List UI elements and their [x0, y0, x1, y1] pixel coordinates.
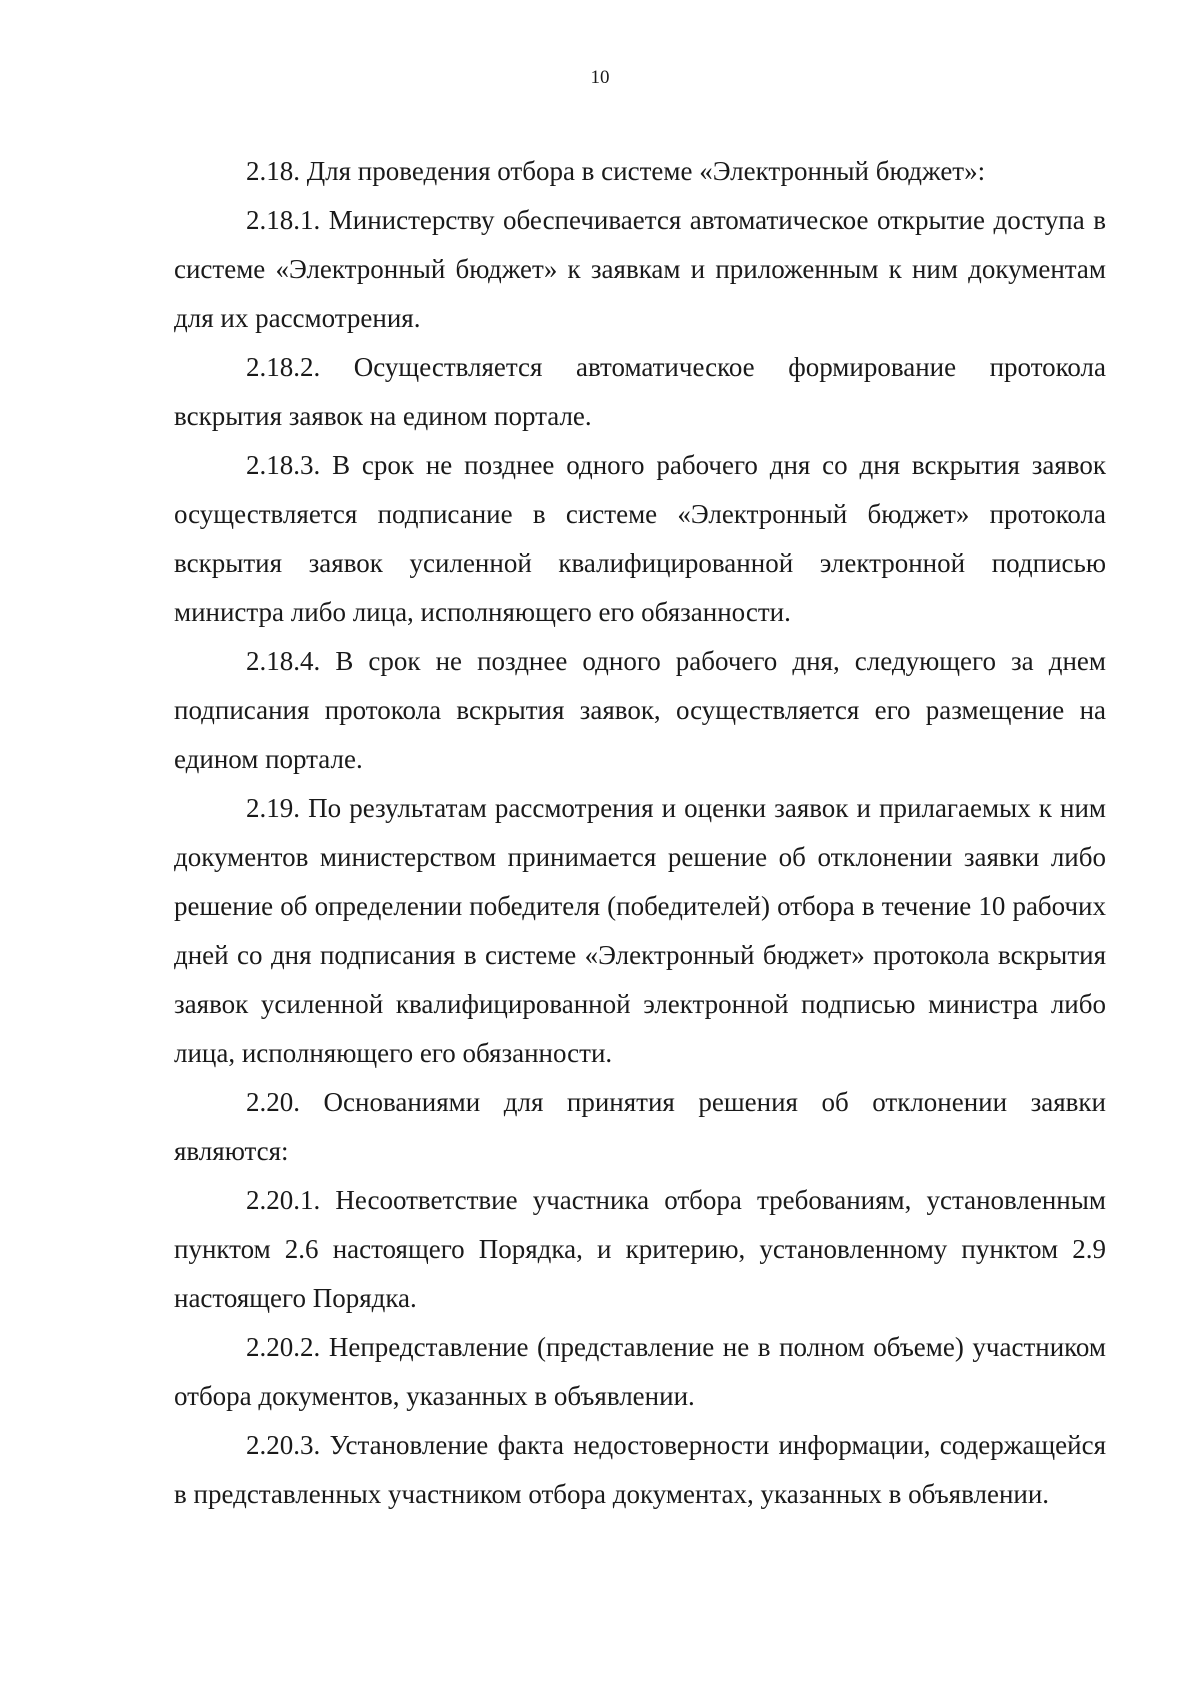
paragraph-2-20-3: 2.20.3. Установление факта недостоверности информации, содержащейся в представленных участником отбора документах, указанных в объявлении.: [174, 1430, 1106, 1509]
document-body: [174, 147, 1106, 1519]
paragraph-2-20-2: 2.20.2. Непредставление (представление не в полном объеме) участником отбора документов, указанных в объявлении.: [174, 1332, 1106, 1411]
paragraph-2-18-3: 2.18.3. В срок не позднее одного рабочего дня со дня вскрытия заявок осуществляется подписание в системе «Электронный бюджет» протокола вскрытия заявок усиленной квалифицированной электронной подписью министра либо лица, исполняющего его обязанности.: [174, 450, 1106, 627]
paragraph-2-20: 2.20. Основаниями для принятия решения об отклонении заявки являются:: [174, 1087, 1106, 1166]
paragraph-2-19: 2.19. По результатам рассмотрения и оценки заявок и прилагаемых к ним документов министерством принимается решение об отклонении заявки либо решение об определении победителя (победителей) отбора в течение 10 рабочих дней со дня подписания в системе «Электронный бюджет» протокола вскрытия заявок усиленной квалифицированной электронной подписью министра либо лица, исполняющего его обязанности.: [174, 793, 1106, 1068]
paragraph-2-18-1: 2.18.1. Министерству обеспечивается автоматическое открытие доступа в системе «Электронный бюджет» к заявкам и приложенным к ним документам для их рассмотрения.: [174, 205, 1106, 333]
paragraph-2-18: 2.18. Для проведения отбора в системе «Электронный бюджет»:: [246, 156, 986, 186]
paragraph-2-20-1: 2.20.1. Несоответствие участника отбора требованиям, установленным пунктом 2.6 настоящего Порядка, и критерию, установленному пунктом 2.9 настоящего Порядка.: [174, 1185, 1106, 1313]
paragraph-2-18-2: 2.18.2. Осуществляется автоматическое формирование протокола вскрытия заявок на едином портале.: [174, 352, 1106, 431]
paragraph-2-18-4: 2.18.4. В срок не позднее одного рабочего дня, следующего за днем подписания протокола вскрытия заявок, осуществляется его размещение на едином портале.: [174, 646, 1106, 774]
page-number: 10: [590, 67, 610, 88]
